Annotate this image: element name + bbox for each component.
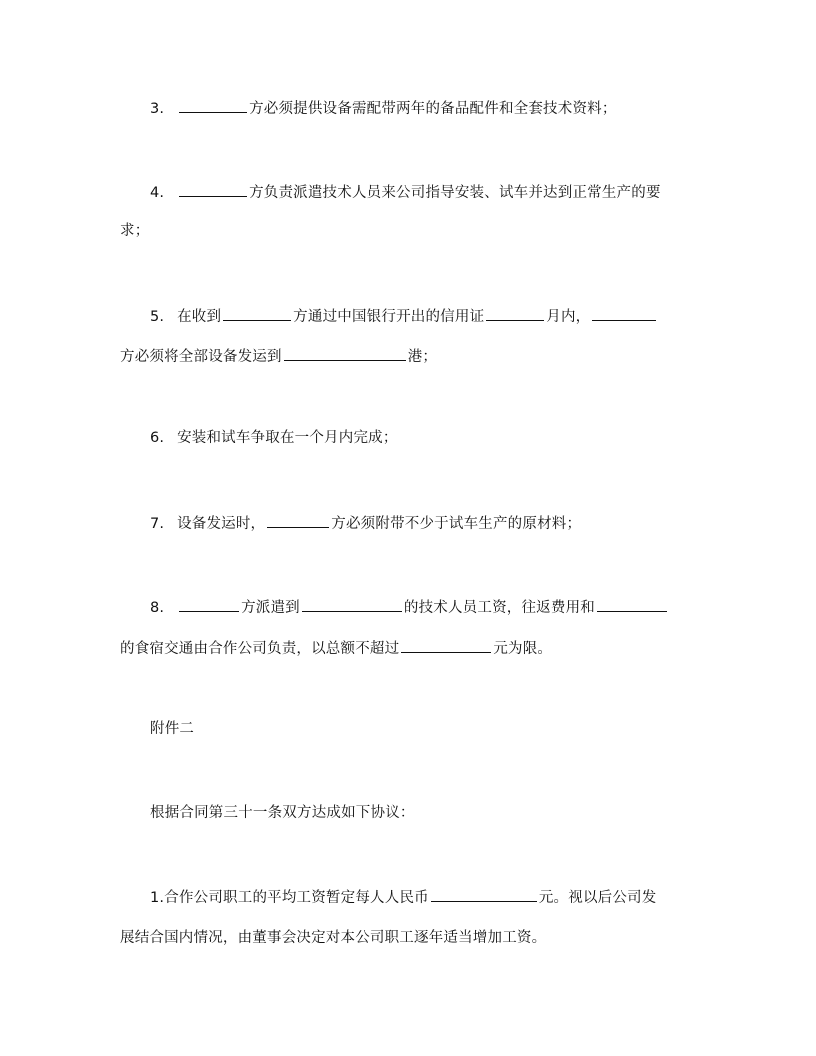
item-text: 设备发运时，	[177, 516, 266, 532]
item-8-line-1	[150, 596, 669, 618]
item-1-line-1	[150, 886, 656, 908]
item-text: 方必须将全部设备发运到	[120, 349, 282, 365]
item-text: 的技术人员工资，往返费用和	[403, 600, 595, 616]
item-text: 在收到	[177, 309, 222, 325]
item-text: 元。视以后公司发	[538, 890, 657, 906]
blank-field[interactable]	[223, 305, 291, 321]
item-text: 方派遣到	[241, 600, 300, 616]
blank-field[interactable]	[179, 596, 239, 612]
item-text: 方必须附带不少于试车生产的原材料；	[331, 516, 582, 532]
item-4-line-1	[150, 181, 661, 203]
item-text: 方必须提供设备需配带两年的备品配件和全套技术资料；	[249, 101, 617, 117]
intro-text: 根据合同第三十一条双方达成如下协议：	[150, 805, 415, 821]
blank-field[interactable]	[597, 596, 667, 612]
item-text: 方通过中国银行开出的信用证	[293, 309, 485, 325]
blank-field[interactable]	[267, 512, 329, 528]
item-3-line	[150, 97, 617, 119]
item-number: 4.	[150, 185, 165, 201]
blank-field[interactable]	[179, 97, 247, 113]
item-text: 元为限。	[493, 641, 553, 657]
blank-field[interactable]	[486, 305, 544, 321]
blank-field[interactable]	[284, 345, 406, 361]
item-4-line-2	[120, 221, 149, 241]
item-text: 月内，	[546, 309, 591, 325]
item-number: 5.	[150, 309, 165, 325]
blank-field[interactable]	[401, 637, 491, 653]
item-number: 3.	[150, 101, 165, 117]
item-text: 港；	[407, 349, 438, 365]
blank-field[interactable]	[179, 181, 247, 197]
item-number: 1.	[150, 890, 165, 906]
item-number: 7.	[150, 516, 165, 532]
attachment-title: 附件二	[150, 721, 195, 737]
blank-field[interactable]	[592, 305, 656, 321]
item-text: 安装和试车争取在一个月内完成；	[177, 430, 398, 446]
item-text: 方负责派遣技术人员来公司指导安装、试车并达到正常生产的要	[249, 185, 661, 201]
item-8-line-2	[120, 637, 552, 659]
item-text: 的食宿交通由合作公司负责，以总额不超过	[120, 641, 400, 657]
item-number: 6.	[150, 430, 165, 446]
item-7-line	[150, 512, 581, 534]
item-5-line-1	[150, 305, 658, 327]
item-6-line	[150, 428, 398, 448]
agreement-intro	[150, 803, 415, 823]
item-5-line-2	[120, 345, 437, 367]
item-text: 展结合国内情况，由董事会决定对本公司职工逐年适当增加工资。	[120, 930, 547, 946]
blank-field[interactable]	[431, 886, 537, 902]
item-text: 合作公司职工的平均工资暂定每人人民币	[164, 890, 429, 906]
item-number: 8.	[150, 600, 165, 616]
attachment-heading	[150, 719, 194, 739]
item-text: 求；	[120, 223, 150, 239]
blank-field[interactable]	[302, 596, 402, 612]
item-1-line-2	[120, 928, 546, 948]
